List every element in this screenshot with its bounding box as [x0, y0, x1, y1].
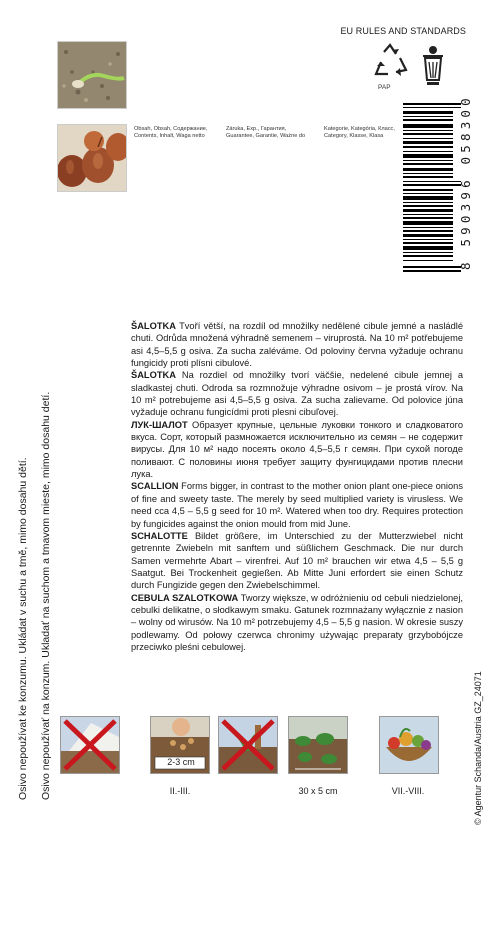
spacing-label: 30 x 5 cm — [298, 786, 338, 796]
shallots-photo — [57, 124, 127, 192]
seedling-photo — [57, 41, 127, 109]
copyright-credit: © Agentur Schanda/Austria GZ_24071 — [473, 671, 483, 825]
description-polish: CEBULA SZALOTKOWA Tworzy większe, w odróżnieniu od cebuli niedzielonej, cebulki delikatne, o słodkawym smaku. Gatunek rozmnażany wyłącznie z nasion – wolny od wirusów. Na 10 m² potrzebujemy 4,5 – 5,5 g nasion. W okresie suszy podlewamy. Od połowy czerwca chronimy używając preparaty grzybobójcze przeciwko pleśni cebulowej. — [131, 592, 463, 652]
description-english: SCALLION Forms bigger, in contrast to the mother onion plant one-piece onions of fine and sweety taste. The merely by seed multiplied variety is virusless. We need cca 4,5 – 5,5 g seed for 10 m². Watered when too dry. Requires protection by fungicides against the onion mould from mid June. — [131, 481, 463, 529]
spacing-pictogram — [288, 716, 348, 774]
recycle-icon — [370, 42, 410, 82]
description-czech: ŠALOTKA Tvoří větší, na rozdíl od množilky nedělené cibule jemné a nasládlé chuti. Odrůda množená výhradně semenem – viruprostá. Na 10 m² potřebujeme asi 4,5–5,5 g osiva. Za sucha zaléváme. Od poloviny června vyžaduje ochranu fungicidy proti plísni cibulové. — [131, 321, 463, 369]
description-german: SCHALOTTE Bildet größere, im Unterschied zu der Mutterzwiebel nicht getrennte Zwiebeln mit sanftem und süßlichem Geschmack. Die nur durch Samen vermehrte Abart – virenfrei. Auf 10 m² brauchen wir etwa 4,5 – 5,5 g Saatgut. Bei Trockenheit gegießen. Ab Mitte Juni erfordert sie einen Schutz durch Fungizide gegen den Zwiebelschimmel. — [131, 530, 463, 591]
harvest-pictogram — [379, 716, 439, 774]
barcode-number: 8 590396 058300 — [458, 94, 473, 270]
description-slovak: ŠALOTKA Na rozdiel od množilky tvorí väčšie, nedelené cibule jemnej a sladkastej chuti. Odroda sa rozmnožuje výhradne osivom – je prostá vírov. Na 10 m² potrebujeme asi 4,5–5,5 g osiva. Za sucha zalievame. Od polovice júna vyžaduje ochranu fungicídmi proti plesni cibuľovej. — [131, 370, 463, 418]
sowing-depth-pictogram — [150, 716, 210, 774]
pap-label: PAP — [378, 84, 391, 91]
harvest-period-label: VII.-VIII. — [391, 786, 425, 796]
guarantee-label: Záruka, Exp., Гарантия, Guarantee, Garantie, Ważne do — [226, 126, 306, 139]
storage-notice-slovak: Osivo nepoužívať na konzum. Ukladať na suchom a tmavom mieste, mimo dosahu detí. — [40, 391, 52, 800]
storage-notice-czech: Osivo nepoužívat ke konzumu. Ukládat v suchu a tmě, mimo dosahu dětí. — [17, 457, 29, 800]
barcode — [403, 103, 461, 273]
category-label: Kategorie, Kategória, Класс, Category, Klasse, Klasa — [324, 126, 395, 139]
no-transplanting-pictogram — [218, 716, 278, 774]
description — [131, 320, 463, 653]
sowing-period-label: II.-III. — [169, 786, 191, 796]
no-greenhouse-sowing-pictogram — [60, 716, 120, 774]
description-russian: ЛУК-ШАЛОТ Образует крупные, цельные луковки тонкого и сладковатого вкуса. Сорт, который размножается исключительно из семян – не содержит вирусы. Для 10 м² надо посеять около 4,5–5,5 г семян. При сухой погоде поливают. С половины июня требует защиту фунгицидами против плесни лука. — [131, 419, 463, 480]
waste-bin-icon — [415, 44, 451, 86]
storage-notice — [6, 40, 56, 800]
eu-rules-title: EU RULES AND STANDARDS — [340, 26, 466, 36]
sowing-depth-label: 2-3 cm — [167, 757, 195, 767]
contents-label: Obsah, Obsah, Содержание, Contents, Inhalt, Waga netto — [134, 126, 208, 139]
